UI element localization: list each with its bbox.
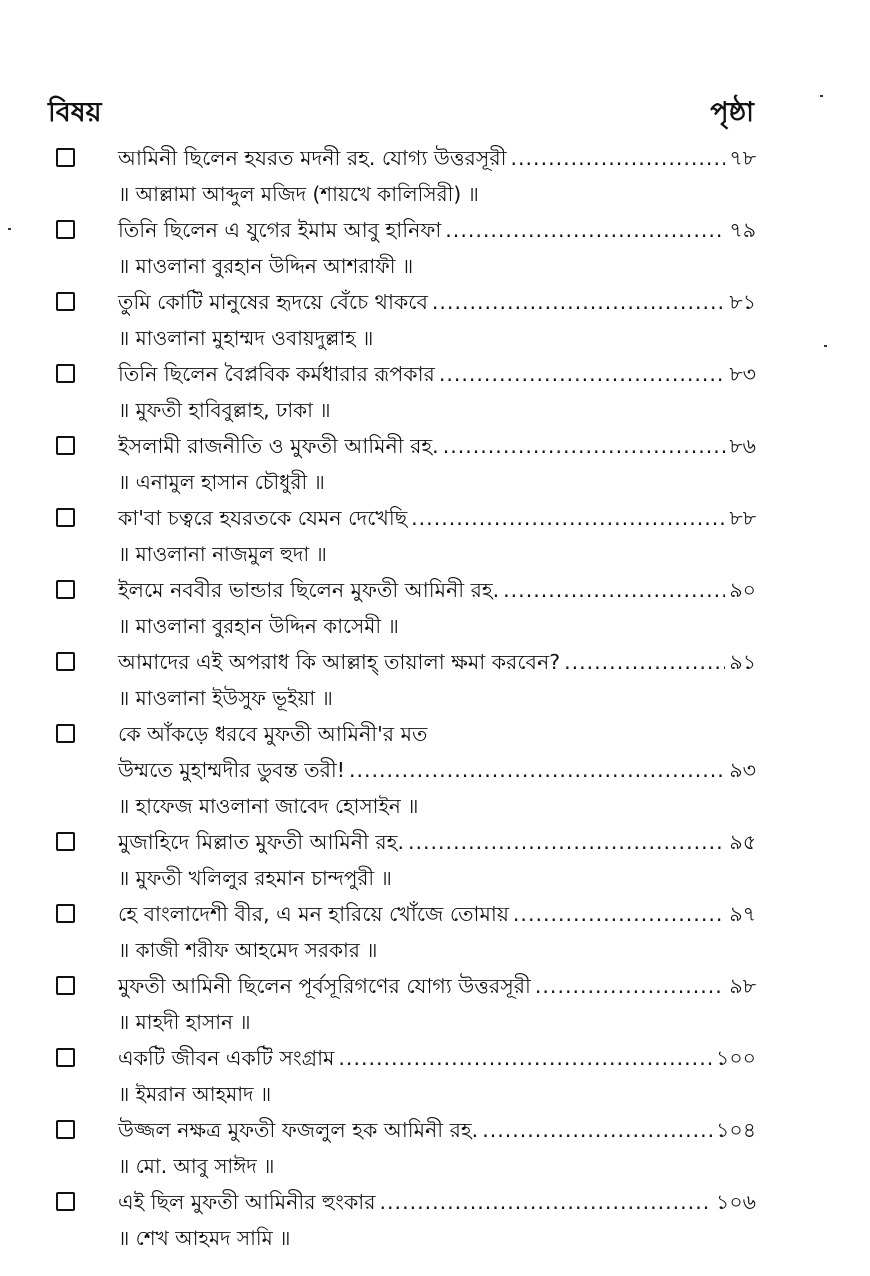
entry-author: ॥ মাওলানা নাজমুল হুদা ॥ [118, 542, 327, 566]
toc-entry [52, 212, 756, 284]
toc-entry [52, 140, 756, 212]
toc-entry [52, 284, 756, 356]
entry-page-number: ১০৪ [716, 1118, 756, 1142]
entry-title: মুফতী আমিনী ছিলেন পূর্বসূরিগণের যোগ্য উত্তরসূরী [118, 974, 531, 998]
checkbox-icon [56, 1192, 75, 1211]
toc-entry [52, 1184, 756, 1256]
entry-page-number: ১০০ [716, 1046, 756, 1070]
entry-author: ॥ মুফতী খলিলুর রহমান চান্দপুরী ॥ [118, 866, 392, 890]
entry-title: ইসলামী রাজনীতি ও মুফতী আমিনী রহ. [118, 434, 439, 458]
entry-title: কা'বা চত্বরে হযরতকে যেমন দেখেছি [118, 506, 408, 530]
dot-leader [564, 644, 725, 680]
entry-title: এই ছিল মুফতী আমিনীর হুংকার [118, 1190, 376, 1214]
scan-speck [8, 228, 11, 230]
checkbox-icon [56, 976, 75, 995]
dot-leader [511, 140, 726, 176]
entry-author: ॥ মুফতী হাবিবুল্লাহ, ঢাকা ॥ [118, 398, 331, 422]
entry-page-number: ৯৫ [729, 830, 756, 854]
toc-entry [52, 572, 756, 644]
checkbox-icon [56, 508, 75, 527]
entry-title: আমাদের এই অপরাধ কি আল্লাহ্ তায়ালা ক্ষমা করবেন? [118, 650, 561, 674]
dot-leader [338, 1040, 712, 1076]
entry-title: একটি জীবন একটি সংগ্রাম [118, 1046, 335, 1070]
entry-author: ॥ মো. আবু সাঈদ ॥ [118, 1154, 275, 1178]
scan-speck [820, 95, 823, 97]
page-column-label: পৃষ্ঠা [710, 97, 754, 128]
checkbox-icon [56, 1048, 75, 1067]
checkbox-icon [56, 292, 75, 311]
checkbox-icon [56, 148, 75, 167]
toc-entry [52, 896, 756, 968]
checkbox-icon [56, 580, 75, 599]
toc-list [52, 140, 756, 1256]
entry-title: তুমি কোটি মানুষের হৃদয়ে বেঁচে থাকবে [118, 290, 428, 314]
dot-leader [408, 824, 725, 860]
toc-header [48, 92, 754, 132]
dot-leader [349, 752, 725, 788]
checkbox-icon [56, 1120, 75, 1139]
entry-page-number: ৮৬ [729, 434, 756, 458]
entry-title: ইলমে নববীর ভান্ডার ছিলেন মুফতী আমিনী রহ. [118, 578, 500, 602]
entry-author: ॥ ইমরান আহমাদ ॥ [118, 1082, 272, 1106]
toc-entry [52, 716, 756, 824]
entry-page-number: ৮১ [729, 290, 756, 314]
checkbox-icon [56, 832, 75, 851]
dot-leader [443, 428, 726, 464]
entry-page-number: ৯১ [729, 650, 756, 674]
toc-entry [52, 824, 756, 896]
entry-page-number: ৮৮ [729, 506, 756, 530]
dot-leader [432, 284, 726, 320]
subject-column-label: বিষয় [48, 97, 102, 128]
entry-author: ॥ এনামুল হাসান চৌধুরী ॥ [118, 470, 325, 494]
checkbox-icon [56, 364, 75, 383]
entry-title: তিনি ছিলেন বৈপ্লবিক কর্মধারার রূপকার [118, 362, 435, 386]
dot-leader [503, 572, 725, 608]
entry-page-number: ৯০ [729, 578, 756, 602]
entry-page-number: ৮৩ [729, 362, 756, 386]
dot-leader [482, 1112, 712, 1148]
entry-title: হে বাংলাদেশী বীর, এ মন হারিয়ে খোঁজে তোমায় [118, 902, 509, 926]
toc-entry [52, 1040, 756, 1112]
checkbox-icon [56, 220, 75, 239]
entry-title: আমিনী ছিলেন হযরত মদনী রহ. যোগ্য উত্তরসূরী [118, 146, 507, 170]
entry-title: মুজাহিদে মিল্লাত মুফতী আমিনী রহ. [118, 830, 404, 854]
dot-leader [439, 356, 726, 392]
dot-leader [380, 1184, 713, 1220]
checkbox-icon [56, 724, 75, 743]
toc-entry [52, 500, 756, 572]
entry-title: তিনি ছিলেন এ যুগের ইমাম আবু হানিফা [118, 218, 442, 242]
entry-page-number: ৯৭ [729, 902, 756, 926]
entry-author: ॥ শেখ আহমদ সামি ॥ [118, 1226, 291, 1250]
entry-author: ॥ মাওলানা মুহাম্মদ ওবায়দুল্লাহ ॥ [118, 326, 374, 350]
entry-author: ॥ হাফেজ মাওলানা জাবেদ হোসাইন ॥ [118, 794, 419, 818]
entry-page-number: ৯৩ [729, 758, 756, 782]
entry-author: ॥ মাওলানা ইউসুফ ভূইয়া ॥ [118, 686, 333, 710]
checkbox-icon [56, 904, 75, 923]
toc-entry [52, 968, 756, 1040]
dot-leader [513, 896, 725, 932]
entry-title: উজ্জল নক্ষত্র মুফতী ফজলুল হক আমিনী রহ. [118, 1118, 479, 1142]
dot-leader [445, 212, 725, 248]
dot-leader [535, 968, 726, 1004]
toc-entry [52, 644, 756, 716]
toc-entry [52, 1112, 756, 1184]
entry-page-number: ৭৯ [729, 218, 756, 242]
dot-leader [411, 500, 725, 536]
entry-author: ॥ মাওলানা বুরহান উদ্দিন আশরাফী ॥ [118, 254, 414, 278]
entry-title-first-line: কে আঁকড়ে ধরবে মুফতী আমিনী'র মত [118, 722, 428, 746]
entry-author: ॥ আল্লামা আব্দুল মজিদ (শায়খে কালিসিরী) ॥ [118, 182, 479, 206]
entry-author: ॥ মাহদী হাসান ॥ [118, 1010, 251, 1034]
entry-author: ॥ মাওলানা বুরহান উদ্দিন কাসেমী ॥ [118, 614, 399, 638]
entry-author: ॥ কাজী শরীফ আহমেদ সরকার ॥ [118, 938, 378, 962]
entry-page-number: ৯৮ [729, 974, 756, 998]
checkbox-icon [56, 652, 75, 671]
entry-title: উম্মতে মুহাম্মদীর ডুবন্ত তরী! [118, 758, 345, 782]
toc-entry [52, 428, 756, 500]
toc-entry [52, 356, 756, 428]
checkbox-icon [56, 436, 75, 455]
scan-speck [824, 345, 827, 347]
entry-page-number: ৭৮ [729, 146, 756, 170]
entry-page-number: ১০৬ [716, 1190, 756, 1214]
